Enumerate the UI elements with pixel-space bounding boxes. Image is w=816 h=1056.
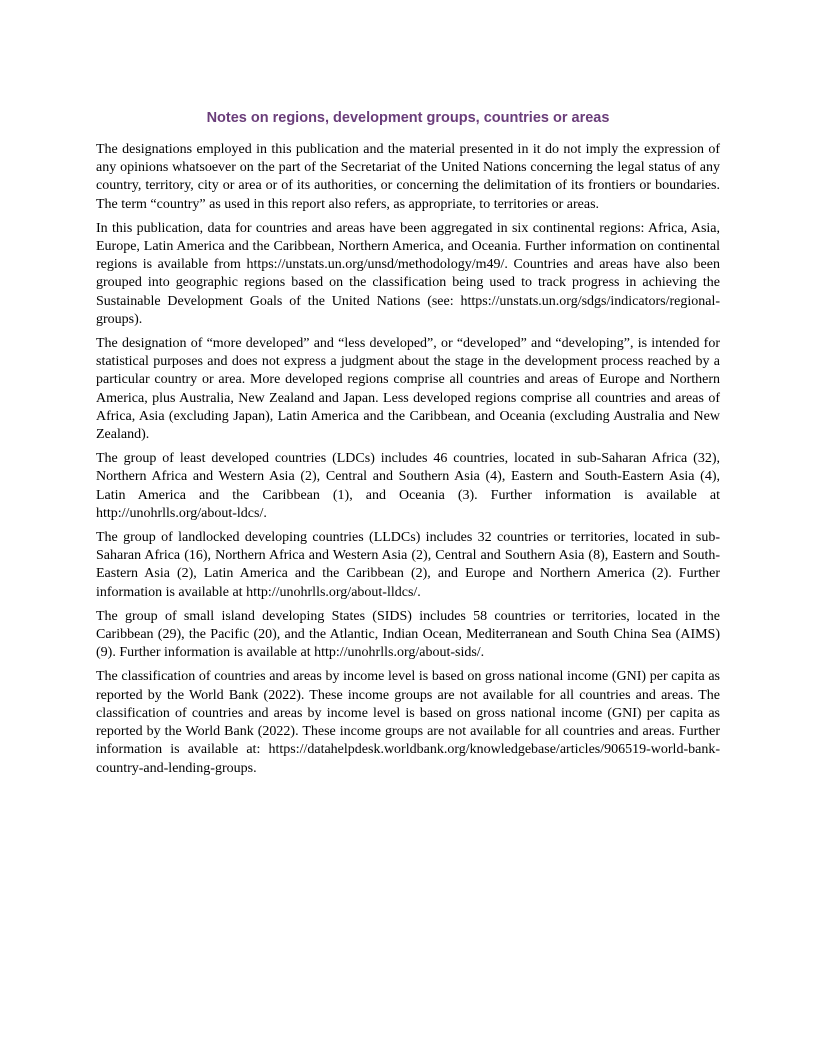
paragraph-lldcs: The group of landlocked developing countries (LLDCs) includes 32 countries or territories, located in sub-Saharan Africa (16), Northern Africa and Western Asia (2), Central and Southern Asia (8), Eastern and South-Eastern Asia (2), Latin America and the Caribbean (2), and Europe and Northern America (2). Further information is available at http://unohrlls.org/about-lldcs/. bbox=[96, 530, 720, 600]
paragraph-ldcs: The group of least developed countries (LDCs) includes 46 countries, located in sub-Saharan Africa (32), Northern Africa and Western Asia (2), Central and Southern Asia (4), Eastern and South-Eastern Asia (4), Latin America and the Caribbean (1), and Oceania (3). Further information is available at http://unohrlls.org/about-ldcs/. bbox=[96, 451, 720, 521]
page-title: Notes on regions, development groups, countries or areas bbox=[206, 110, 610, 126]
paragraph-sids: The group of small island developing States (SIDS) includes 58 countries or territories, located in the Caribbean (29), the Pacific (20), and the Atlantic, Indian Ocean, Mediterranean and South China Sea (AIMS) (9). Further information is available at http://unohrlls.org/about-sids/. bbox=[96, 608, 720, 661]
paragraph-continental-regions: In this publication, data for countries and areas have been aggregated in six continental regions: Africa, Asia, Europe, Latin America and the Caribbean, Northern America, and Oceania. Further information on continental regions is available from https://unstats.un.org/unsd/methodology/m49/. Countries and areas have also been grouped into geographic regions based on the classification being used to track progress in achieving the Sustainable Development Goals of the United Nations (see: https://unstats.un.org/sdgs/indicators/regional-groups). bbox=[96, 220, 720, 327]
document-page bbox=[96, 108, 720, 784]
paragraph-designations: The designations employed in this publication and the material presented in it do not imply the expression of any opinions whatsoever on the part of the Secretariat of the United Nations concerning the legal status of any country, territory, city or area or of its authorities, or concerning the delimitation of its frontiers or boundaries. The term “country” as used in this report also refers, as appropriate, to territories or areas. bbox=[96, 142, 720, 212]
paragraph-income-level: The classification of countries and areas by income level is based on gross national income (GNI) per capita as reported by the World Bank (2022). These income groups are not available for all countries and areas. The classification of countries and areas by income level is based on gross national income (GNI) per capita as reported by the World Bank (2022). These income groups are not available for all countries and areas. Further information is available at: https://datahelpdesk.worldbank.org/knowledgebase/articles/906519-world-bank-country-and-lending-groups. bbox=[96, 669, 720, 776]
paragraph-development-designation: The designation of “more developed” and “less developed”, or “developed” and “developing”, is intended for statistical purposes and does not express a judgment about the stage in the development process reached by a particular country or area. More developed regions comprise all countries and areas of Europe and Northern America, plus Australia, New Zealand and Japan. Less developed regions comprise all countries and areas of Africa, Asia (excluding Japan), Latin America and the Caribbean, and Oceania (excluding Australia and New Zealand). bbox=[96, 336, 720, 443]
